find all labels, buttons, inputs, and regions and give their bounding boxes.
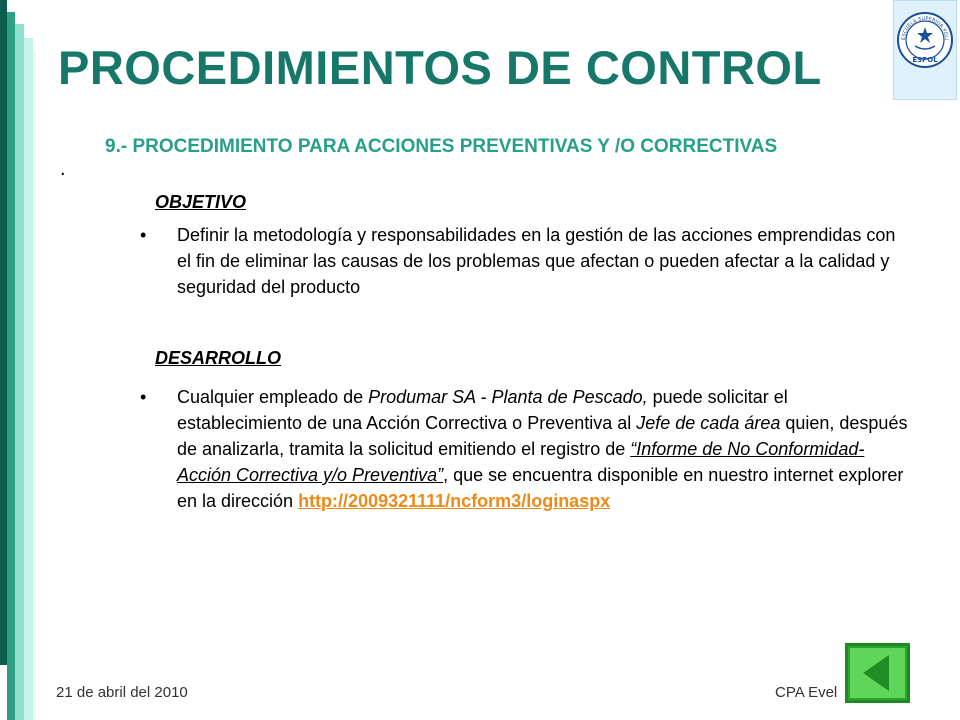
desarrollo-heading: DESARROLLO (155, 348, 281, 368)
company-name: Produmar SA - Planta de Pescado, (368, 387, 648, 407)
decor-bar-2 (7, 12, 15, 720)
bullet-icon: • (140, 225, 147, 245)
decor-bar-1 (0, 0, 7, 665)
desarrollo-text-part: , que se encuentra disponible en nuestro internet explorer en la dirección (177, 465, 904, 511)
objetivo-heading: OBJETIVO (155, 192, 247, 212)
decor-bar-3 (15, 24, 24, 720)
decor-bar-5 (33, 52, 36, 720)
desarrollo-text-part: quien, después de analizarla, tramita la solicitud emitiendo el registro de (177, 413, 908, 459)
desarrollo-bullet (140, 384, 910, 514)
desarrollo-text (155, 384, 910, 514)
back-button[interactable] (845, 643, 910, 703)
slide-subtitle: 9.- PROCEDIMIENTO PARA ACCIONES PREVENTIVAS Y /O CORRECTIVAS (105, 136, 778, 157)
slide-title: PROCEDIMIENTOS DE CONTROL (58, 41, 822, 94)
svg-text:ESCUELA SUPERIOR POLITECNICA D: ESCUELA SUPERIOR POLI (900, 15, 950, 41)
decor-bar-4 (24, 38, 33, 720)
form-link[interactable]: http://2009321111/ncform3/loginaspx (298, 491, 611, 511)
desarrollo-text-part: puede solicitar el establecimiento de una Acción Correctiva o Preventiva al (177, 387, 788, 433)
desarrollo-text-part: Cualquier empleado de (177, 387, 369, 407)
objetivo-text: Definir la metodología y responsabilidades en la gestión de las acciones emprendidas con el fin de eliminar las causas de los problemas que afectan o pueden afectar a la calidad y seguridad del producto (177, 225, 896, 297)
objetivo-bullet (140, 222, 910, 300)
bullet-icon: • (140, 387, 147, 407)
footer-author: CPA Evel (775, 684, 838, 701)
espol-logo-icon (893, 0, 957, 100)
jefe-area: Jefe de cada área (636, 413, 781, 433)
svg-text:ESPOL: ESPOL (912, 56, 938, 64)
form-name: “Informe de No Conformidad-Acción Correctiva y/o Preventiva” (177, 439, 865, 485)
footer-date: 21 de abril del 2010 (56, 684, 188, 701)
stray-dot: . (60, 158, 66, 180)
